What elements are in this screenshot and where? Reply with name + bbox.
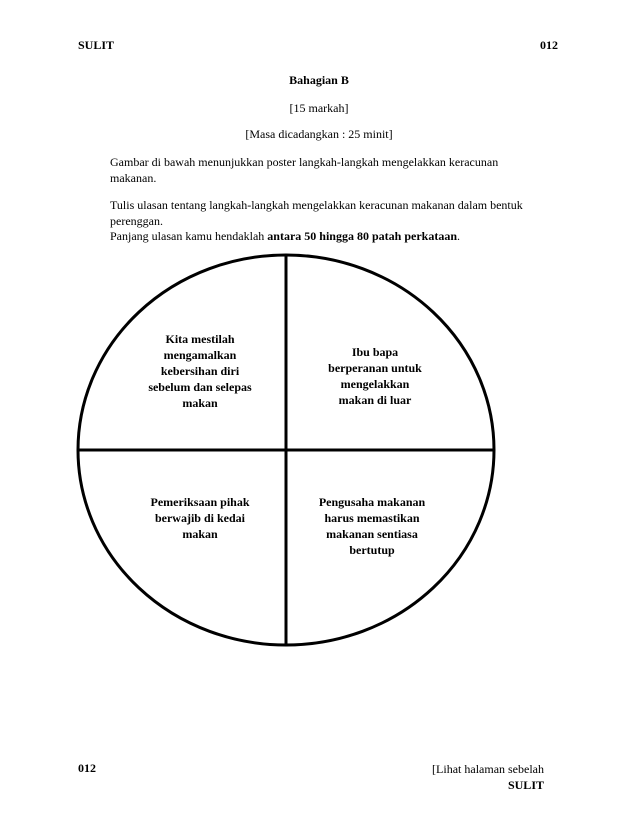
instruction-1-line-2: makanan. [110, 171, 157, 185]
poster-top-right-line: mengelakkan [340, 377, 410, 391]
poster-top-left-line: sebelum dan selepas [148, 380, 252, 394]
poster-top-left-line: Kita mestilah [165, 332, 235, 346]
section-title: Bahagian B [289, 73, 349, 87]
instruction-3-prefix: Panjang ulasan kamu hendaklah [110, 229, 268, 243]
poster-bottom-right-line: Pengusaha makanan [318, 495, 426, 509]
footer-paper-code: 012 [78, 761, 96, 775]
poster-bottom-left-line: berwajib di kedai [154, 511, 245, 525]
footer-right [400, 761, 544, 793]
poster-bottom-left-line: makan [182, 527, 218, 541]
section-marks: [15 markah] [289, 101, 349, 115]
footer-sulit: SULIT [507, 778, 544, 792]
instruction-3-word-range: antara 50 hingga 80 patah perkataan [267, 229, 457, 243]
footer-next-page: [Lihat halaman sebelah [432, 762, 544, 776]
section-time: [Masa dicadangkan : 25 minit] [245, 127, 393, 141]
poster-bottom-right-line: harus memastikan [324, 511, 420, 525]
poster-top-left-text [120, 331, 280, 411]
poster-bottom-left-line: Pemeriksaan pihak [150, 495, 250, 509]
poster-top-left-line: kebersihan diri [160, 364, 240, 378]
instruction-2-line-1: Tulis ulasan tentang langkah-langkah mengelakkan keracunan makanan dalam bentuk [110, 198, 523, 212]
poster-bottom-right-line: bertutup [349, 543, 395, 557]
instruction-1-line-1: Gambar di bawah menunjukkan poster langkah-langkah mengelakkan keracunan [110, 155, 499, 169]
poster-bottom-left-text [120, 494, 280, 542]
header-sulit: SULIT [78, 38, 115, 52]
instruction-2-line-2: perenggan. [110, 214, 163, 228]
instruction-3-suffix: . [457, 229, 460, 243]
poster-bottom-right-line: makanan sentiasa [326, 527, 418, 541]
poster-top-right-line: berperanan untuk [328, 361, 422, 375]
header-paper-code: 012 [540, 38, 558, 52]
poster-top-left-line: makan [182, 396, 218, 410]
poster-top-right-line: makan di luar [338, 393, 412, 407]
poster-top-left-line: mengamalkan [163, 348, 237, 362]
poster-top-right-line: Ibu bapa [351, 345, 399, 359]
poster-bottom-right-text [292, 494, 452, 558]
poster-top-right-text [300, 344, 450, 408]
